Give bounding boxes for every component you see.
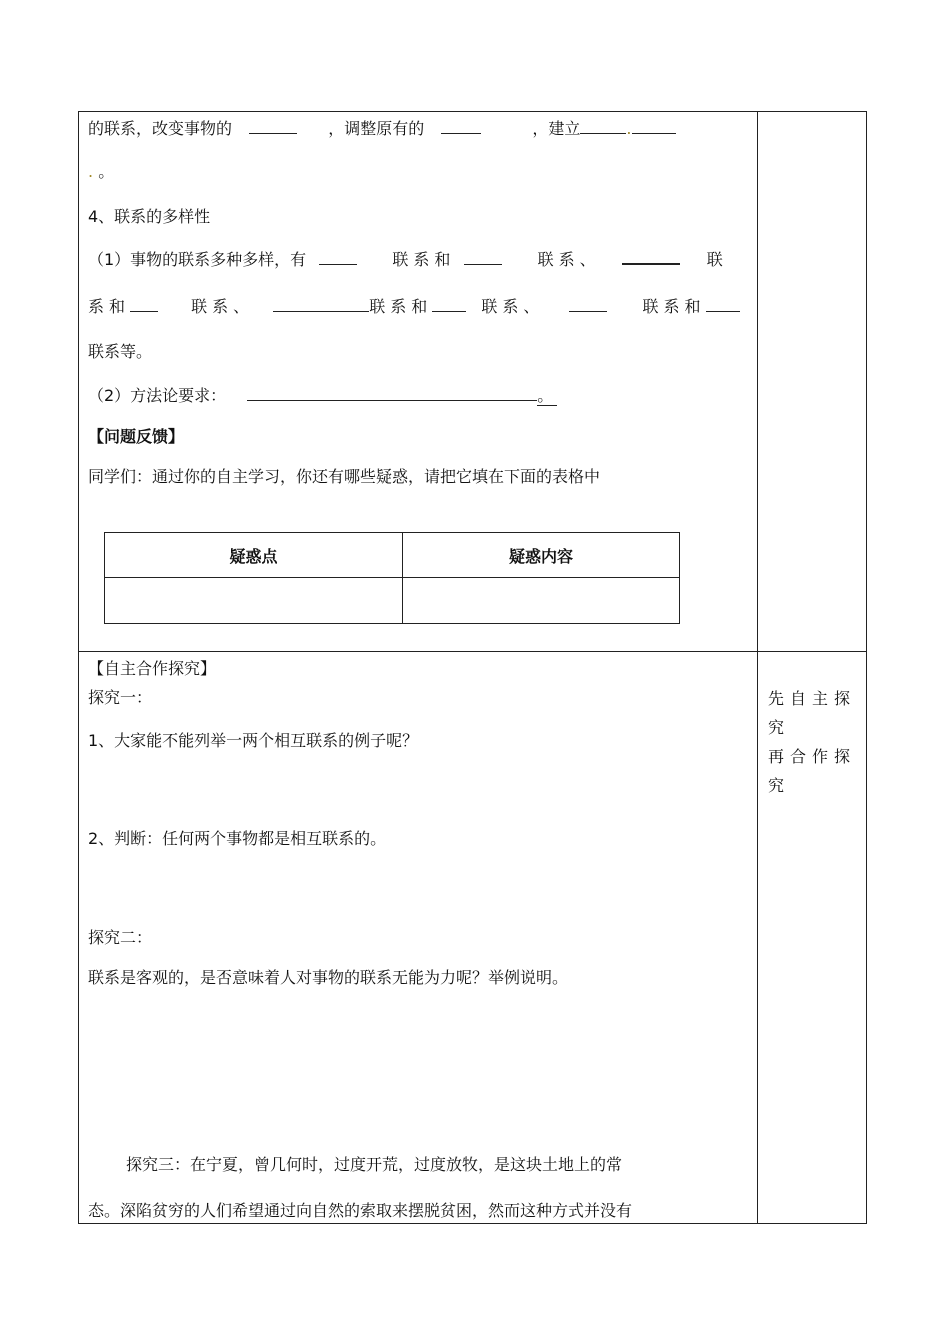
dot-mark-2: .	[88, 162, 94, 181]
table-left-border	[78, 111, 79, 1224]
line1-text-b: ，调整原有的	[328, 119, 425, 138]
item1-line2-a: 系和	[88, 297, 131, 316]
item2-end: 。	[537, 386, 557, 406]
explore-1-label: 探究一：	[88, 688, 153, 707]
heading-4: 4、联系的多样性	[88, 207, 211, 226]
item1-line2	[88, 295, 740, 317]
line1-text-a: 的联系，改变事物的	[88, 119, 233, 138]
cooperation-heading: 【自主合作探究】	[88, 659, 217, 678]
section-divider	[78, 651, 867, 652]
feedback-heading: 【问题反馈】	[88, 427, 185, 446]
column-divider	[757, 111, 758, 1224]
item1-line2-e: 联系和	[642, 297, 706, 316]
line1-text-c: ，建立	[532, 119, 581, 138]
blank-6[interactable]	[464, 248, 502, 265]
blank-4[interactable]	[632, 117, 676, 134]
explore-3-line1: 探究三：在宁夏，曾几何时，过度开荒，过度放牧，是这块土地上的常	[126, 1155, 623, 1174]
item1-d: 联	[706, 250, 723, 269]
blank-9[interactable]	[273, 295, 369, 312]
question-point-cell[interactable]	[105, 578, 403, 624]
table-bottom-border	[78, 1223, 867, 1224]
item1-c: 联系、	[537, 250, 601, 269]
item2-label: （2）方法论要求：	[88, 386, 227, 405]
blank-5[interactable]	[319, 248, 357, 265]
table-top-border	[78, 111, 867, 112]
item1-line1	[88, 247, 723, 270]
question-content-cell[interactable]	[403, 578, 680, 624]
header-question-point: 疑惑点	[105, 533, 403, 578]
fill-line-1	[88, 117, 676, 139]
item1-line2-d: 联系、	[481, 297, 545, 316]
side-note-line2: 究	[768, 718, 785, 737]
blank-3[interactable]	[580, 117, 626, 134]
table-right-border	[866, 111, 867, 1224]
blank-1[interactable]	[249, 117, 297, 134]
line2-end: 。	[98, 162, 115, 181]
explore-3-line2: 态。深陷贫穷的人们希望通过向自然的索取来摆脱贫困，然而这种方式并没有	[88, 1201, 633, 1220]
side-note-line4: 究	[768, 776, 785, 795]
question-table	[104, 532, 680, 624]
header-question-content: 疑惑内容	[403, 533, 680, 578]
item1-a: （1）事物的联系多种多样，有	[88, 250, 307, 269]
question-1: 1、大家能不能列举一两个相互联系的例子呢？	[88, 731, 419, 750]
blank-2[interactable]	[441, 117, 481, 134]
question-3: 联系是客观的，是否意味着人对事物的联系无能为力呢？举例说明。	[88, 968, 569, 987]
side-note-line3: 再合作探	[768, 747, 857, 766]
item1-line2-b: 联系、	[191, 297, 255, 316]
item2-line	[88, 384, 557, 406]
blank-7[interactable]	[622, 247, 680, 265]
blank-12[interactable]	[706, 295, 740, 312]
item1-line2-c: 联系和	[369, 297, 433, 316]
item1-b: 联系和	[392, 250, 456, 269]
question-table-header	[105, 533, 680, 578]
explore-2-label: 探究二：	[88, 928, 153, 947]
item1-line3: 联系等。	[88, 342, 153, 361]
dot-mark: .	[626, 119, 632, 138]
side-note-line1: 先自主探	[768, 689, 857, 708]
table-row	[105, 578, 680, 624]
question-2: 2、判断：任何两个事物都是相互联系的。	[88, 829, 387, 848]
fill-line-2	[88, 162, 114, 182]
blank-11[interactable]	[569, 295, 607, 312]
blank-8[interactable]	[130, 295, 158, 312]
blank-13[interactable]	[247, 384, 537, 401]
blank-10[interactable]	[432, 295, 466, 312]
feedback-text: 同学们：通过你的自主学习，你还有哪些疑惑，请把它填在下面的表格中	[88, 467, 601, 486]
